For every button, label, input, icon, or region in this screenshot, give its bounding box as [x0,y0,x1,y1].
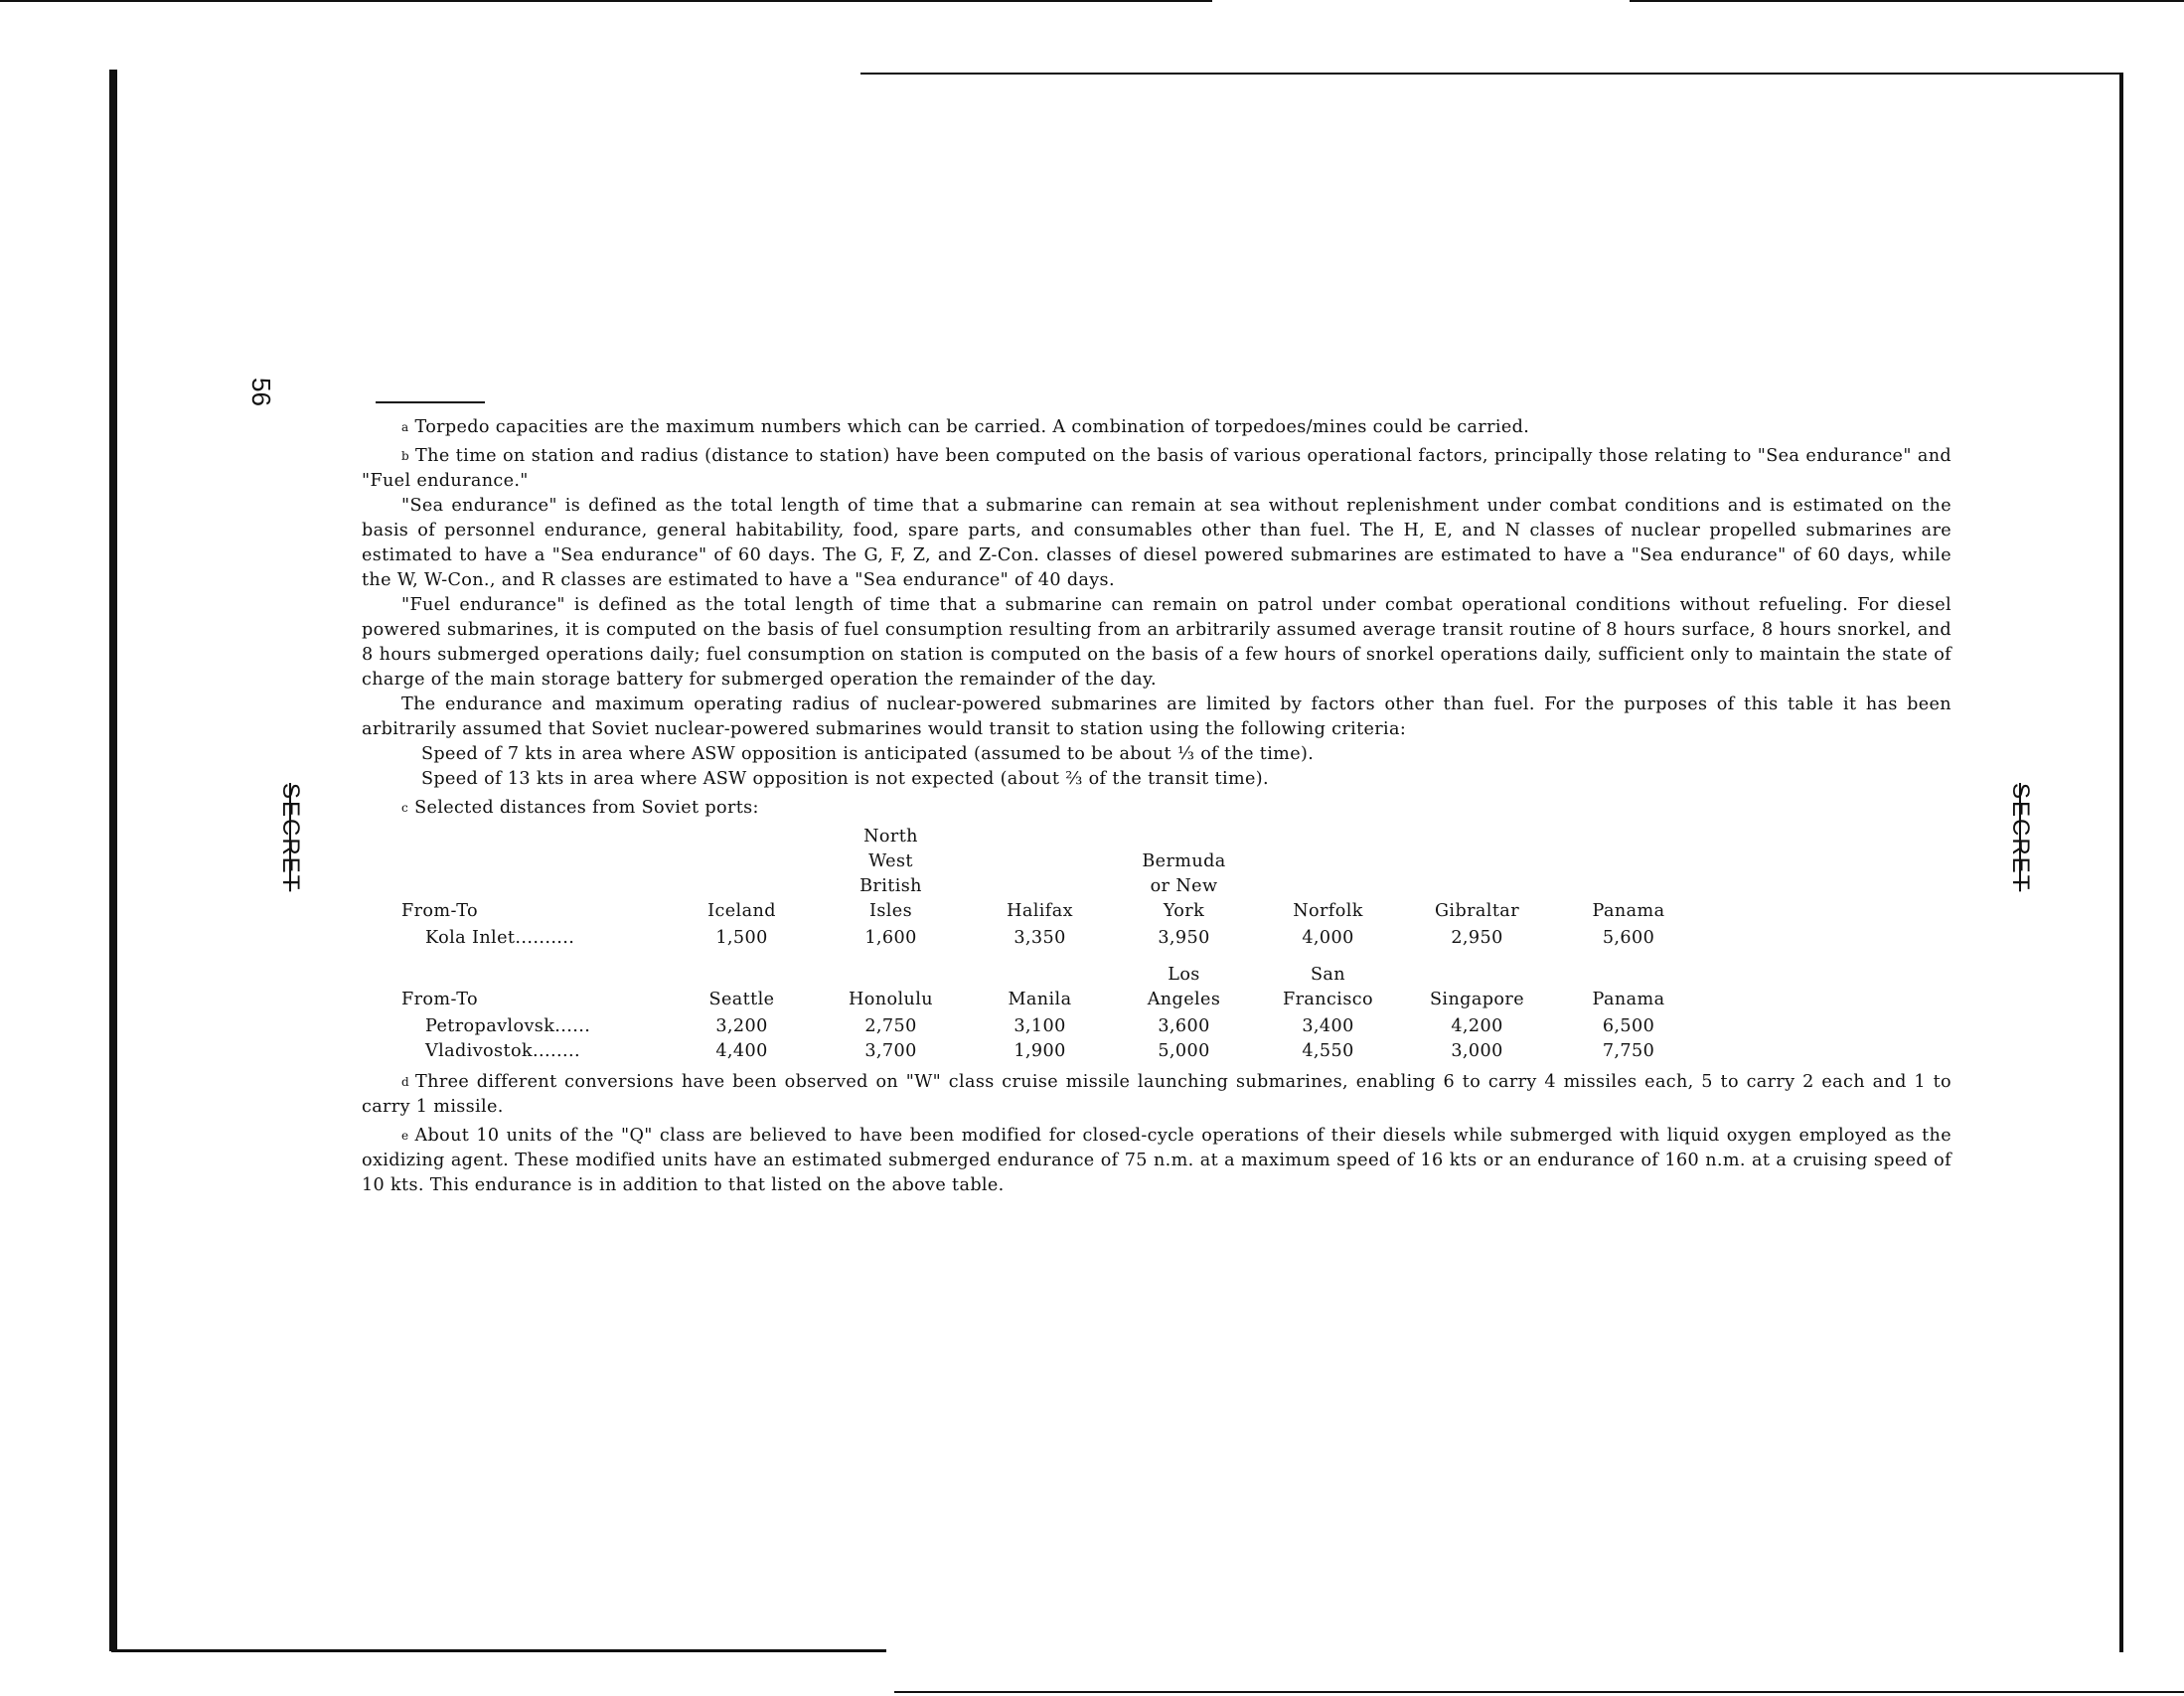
column-header [1112,825,1256,924]
distance-cell: 3,350 [1014,928,1066,948]
footnote-marker: d [401,1075,410,1089]
distances-table [401,825,1703,1064]
sea-endurance-paragraph: "Sea endurance" is defined as the total length of time that a submarine can remain at sea without replenishment under combat conditions and is estimated on the basis of personnel endurance, general habitability, food, spare parts, and consumables other than fuel. The H, E, and N classes of nuclear propelled submarines are estimated to have a "Sea endurance" of 60 days. The G, F, Z, and Z-Con. classes of diesel powered submarines are estimated to have a "Sea endurance" of 60 days, while the W, W-Con., and R classes are estimated to have a "Sea endurance" of 40 days. [362,496,1951,590]
table-row [401,1039,1703,1064]
classification-text: SECRET [2007,783,2034,892]
column-header: Honolulu [849,990,933,1009]
footnote-a [362,415,1951,440]
nuclear-endurance-paragraph: The endurance and maximum operating radius of nuclear-powered submarines are limited by factors other than fuel. For the purposes of this table it has been arbitrarily assumed that Soviet nuclear-powered submarines would transit to station using the following criteria: [362,694,1951,739]
header-text: North West British Isles [859,827,922,921]
footnote-c [362,796,1951,821]
distance-cell: 3,200 [715,1016,768,1036]
frame-bottom-scan-edge [894,1691,2184,1693]
frame-left-border [109,70,117,1651]
table-header-row [401,963,1703,1012]
page-number: 56 [246,378,276,406]
frame-top-line [860,73,2120,75]
criteria-item: Speed of 13 kts in area where ASW opposition is not expected (about ⅔ of the transit time). [421,769,1269,789]
distance-cell: 3,100 [1014,1016,1066,1036]
footnote-d [362,1070,1951,1120]
column-header: Panama [1592,901,1665,921]
distance-cell: 3,000 [1451,1041,1503,1061]
footnote-text: The time on station and radius (distance to station) have been computed on the basis of various operational factors, principally those relating to "Sea endurance" and "Fuel endurance." [362,446,1951,491]
footnote-text: Three different conversions have been observed on "W" class cruise missile launching submarines, enabling 6 to carry 4 missiles each, 5 to carry 2 each and 1 to carry 1 missile. [362,1072,1951,1117]
fuel-endurance-paragraph: "Fuel endurance" is defined as the total length of time that a submarine can remain on patrol under combat operational conditions without refueling. For diesel powered submarines, it is computed on the basis of fuel consumption resulting from an arbitrarily assumed average transit routine of 8 hours surface, 8 hours snorkel, and 8 hours submerged operations daily; fuel consumption on station is computed on the basis of a few hours of snorkel operations daily, sufficient only to maintain the state of charge of the main storage battery for submerged operation the remainder of the day. [362,595,1951,690]
column-header [814,825,968,924]
distance-cell: 4,400 [715,1041,768,1061]
transit-criteria [362,742,1951,792]
frame-top-scan-edge-right [1630,0,2184,2]
frame-bottom-line [111,1649,886,1652]
table-row [401,924,1703,951]
distance-cell: 1,900 [1014,1041,1066,1061]
port-name: Kola Inlet.......... [425,928,575,948]
footnote-text: Selected distances from Soviet ports: [414,798,759,818]
port-name: Vladivostok........ [425,1041,580,1061]
distance-cell: 2,750 [864,1016,917,1036]
header-text: San Francisco [1283,965,1373,1009]
footnote-marker: e [401,1129,409,1143]
classification-text: SECRET [277,783,304,892]
distance-cell: 6,500 [1602,1016,1655,1036]
distance-cell: 2,950 [1451,928,1503,948]
footnote-b [362,444,1951,494]
distance-cell: 4,200 [1451,1016,1503,1036]
from-to-label: From-To [401,990,478,1009]
table-spacer [401,951,1703,963]
distance-cell: 7,750 [1602,1041,1655,1061]
column-header: Seattle [708,990,775,1009]
column-header: Norfolk [1293,901,1363,921]
distance-cell: 5,600 [1602,928,1655,948]
distance-cell: 3,950 [1158,928,1210,948]
footnote-marker: c [401,801,409,815]
header-text: Los Angeles [1147,965,1221,1009]
distance-cell: 3,700 [864,1041,917,1061]
table-row [401,1012,1703,1039]
distance-cell: 3,400 [1302,1016,1354,1036]
footnote-rule [376,401,485,403]
footnote-e [362,1124,1951,1198]
header-text: Bermuda or New York [1142,851,1226,921]
distance-cell: 1,600 [864,928,917,948]
footnote-marker: b [401,449,410,463]
distance-cell: 4,000 [1302,928,1354,948]
column-header: Manila [1008,990,1072,1009]
column-header: Iceland [707,901,776,921]
column-header: Halifax [1007,901,1073,921]
distance-cell: 4,550 [1302,1041,1354,1061]
footnotes [362,415,1951,1198]
column-header: Gibraltar [1434,901,1520,921]
port-name: Petropavlovsk...... [425,1016,591,1036]
column-header [1256,963,1400,1012]
distance-cell: 3,600 [1158,1016,1210,1036]
column-header: Singapore [1429,990,1525,1009]
frame-right-border [2119,73,2123,1652]
footnote-text: Torpedo capacities are the maximum numbers which can be carried. A combination of torpedoes/mines could be carried. [414,417,1530,437]
classification-marking-left [276,783,304,891]
column-header [1112,963,1256,1012]
footnote-marker: a [401,420,409,434]
distance-cell: 1,500 [715,928,768,948]
classification-marking-right [2006,783,2034,891]
frame-top-scan-edge [0,0,1212,2]
criteria-item: Speed of 7 kts in area where ASW opposition is anticipated (assumed to be about ⅓ of the time). [421,744,1315,764]
table-header-row [401,825,1703,924]
footnote-text: About 10 units of the "Q" class are believed to have been modified for closed-cycle operations of their diesels while submerged with liquid oxygen employed as the oxidizing agent. These modified units have an estimated submerged endurance of 75 n.m. at a maximum speed of 16 kts or an endurance of 160 n.m. at a cruising speed of 10 kts. This endurance is in addition to that listed on the above table. [362,1126,1951,1195]
from-to-label: From-To [401,901,478,921]
column-header: Panama [1592,990,1665,1009]
distance-cell: 5,000 [1158,1041,1210,1061]
